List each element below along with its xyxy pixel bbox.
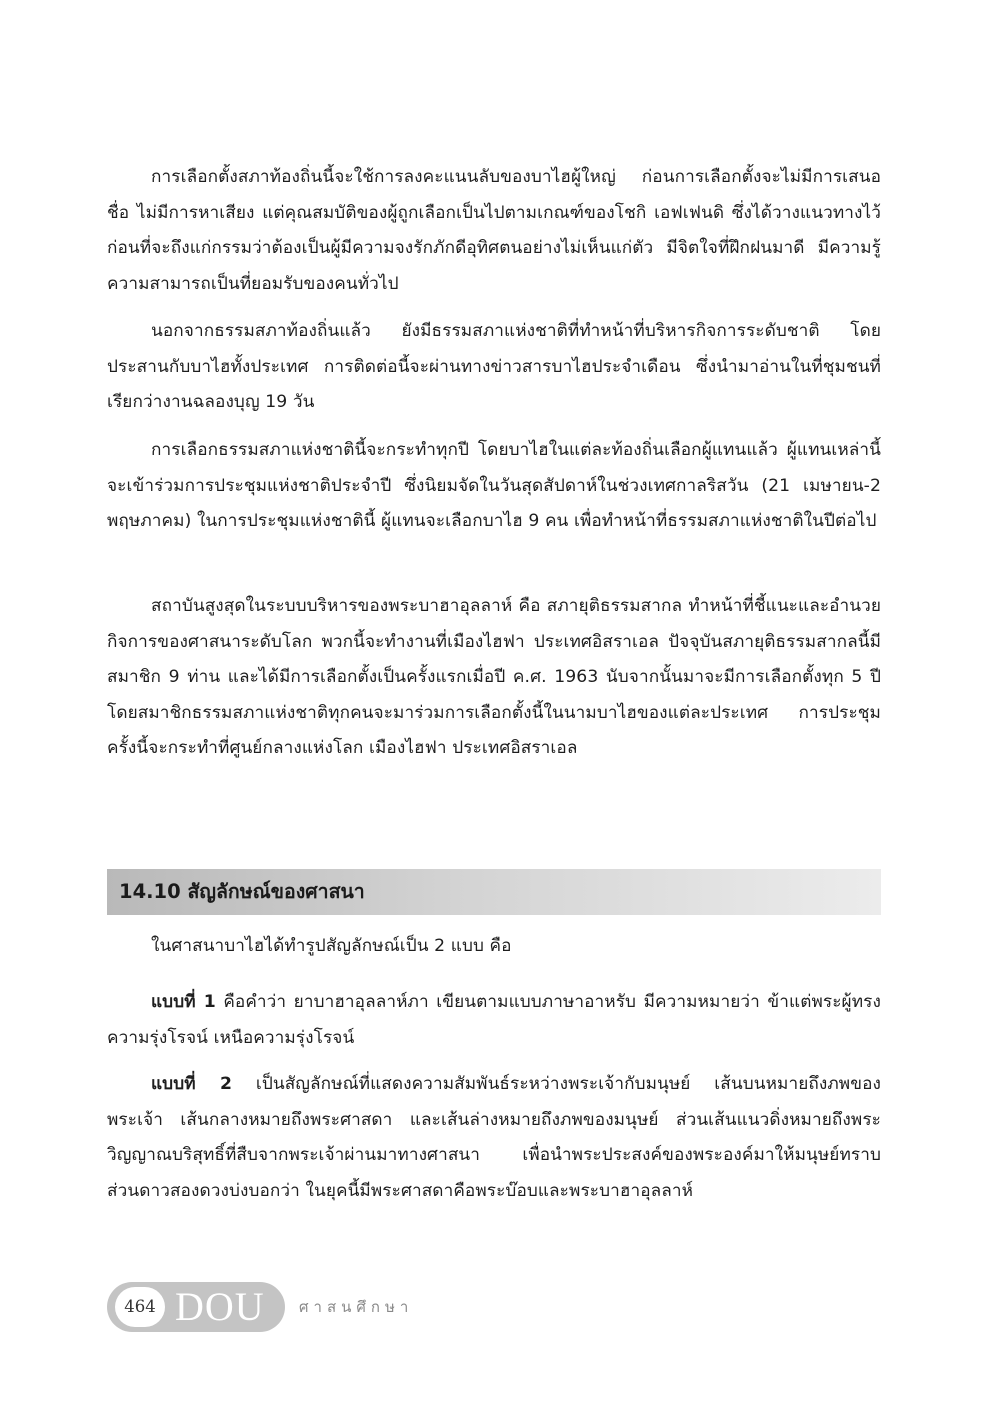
symbol-type-1-label: แบบที่ 1	[151, 992, 216, 1012]
page-number: 464	[115, 1287, 165, 1327]
paragraph-national-assembly: นอกจากธรรมสภาท้องถิ่นแล้ว ยังมีธรรมสภาแห่งชาติที่ทำหน้าที่บริหารกิจการระดับชาติ โดยประสานกับบาไฮทั้งประเทศ การติดต่อนี้จะผ่านทางข่าวสารบาไฮประจำเดือน ซึ่งนำมาอ่านในที่ชุมชนที่เรียกว่างานฉลองบุญ 19 วัน	[107, 321, 881, 413]
paragraph-symbols-intro: ในศาสนาบาไฮได้ทำรูปสัญลักษณ์เป็น 2 แบบ คือ	[151, 936, 512, 956]
section-heading-bar	[107, 869, 881, 915]
symbol-type-2-text: เป็นสัญลักษณ์ที่แสดงความสัมพันธ์ระหว่างพระเจ้ากับมนุษย์ เส้นบนหมายถึงภพของพระเจ้า เส้นกลางหมายถึงพระศาสดา และเส้นล่างหมายถึงภพของมนุษย์ ส่วนเส้นแนวดิ่งหมายถึงพระวิญญาณบริสุทธิ์ที่สืบจากพระเจ้าผ่านมาทางศาสนา เพื่อนำพระประสงค์ของพระองค์มาให้มนุษย์ทราบ ส่วนดาวสองดวงบ่งบอกว่า ในยุคนี้มีพระศาสดาคือพระบ๊อบและพระบาฮาอุลลาห์	[107, 1074, 881, 1201]
paragraph-symbol-type-2	[107, 1067, 881, 1209]
section-title: 14.10 สัญลักษณ์ของศาสนา	[119, 880, 365, 903]
course-title: ศาสนศึกษา	[299, 1298, 414, 1316]
paragraph-local-election: การเลือกตั้งสภาท้องถิ่นนี้จะใช้การลงคะแนนลับของบาไฮผู้ใหญ่ ก่อนการเลือกตั้งจะไม่มีการเสนอชื่อ ไม่มีการหาเสียง แต่คุณสมบัติของผู้ถูกเลือกเป็นไปตามเกณฑ์ของโชกิ เอฟเฟนดิ ซึ่งได้วางแนวทางไว้ก่อนที่จะถึงแก่กรรมว่าต้องเป็นผู้มีความจงรักภักดีอุทิศตนอย่างไม่เห็นแก่ตัว มีจิตใจที่ฝึกฝนมาดี มีความรู้ความสามารถเป็นที่ยอมรับของคนทั่วไป	[107, 167, 881, 294]
dou-logo: DOU	[175, 1284, 265, 1329]
paragraph-universal-house: สถาบันสูงสุดในระบบบริหารของพระบาฮาอุลลาห์ คือ สภายุติธรรมสากล ทำหน้าที่ชี้แนะและอำนวยกิจการของศาสนาระดับโลก พวกนี้จะทำงานที่เมืองไฮฟา ประเทศอิสราเอล ปัจจุบันสภายุติธรรมสากลนี้มีสมาชิก 9 ท่าน และได้มีการเลือกตั้งเป็นครั้งแรกเมื่อปี ค.ศ. 1963 นับจากนั้นมาจะมีการเลือกตั้งทุก 5 ปี โดยสมาชิกธรรมสภาแห่งชาติทุกคนจะมาร่วมการเลือกตั้งนี้ในนามบาไฮของแต่ละประเทศ การประชุมครั้งนี้จะกระทำที่ศูนย์กลางแห่งโลก เมืองไฮฟา ประเทศอิสราเอล	[107, 596, 881, 759]
paragraph-symbol-type-1	[107, 985, 881, 1056]
symbol-type-1-text: คือคำว่า ยาบาฮาอุลลาห์ภา เขียนตามแบบภาษาอาหรับ มีความหมายว่า ข้าแต่พระผู้ทรงความรุ่งโรจน์ เหนือความรุ่งโรจน์	[107, 992, 881, 1048]
page-footer	[107, 1282, 607, 1332]
footer-badge	[107, 1282, 285, 1332]
symbol-type-2-label: แบบที่ 2	[151, 1074, 233, 1094]
paragraph-national-election: การเลือกธรรมสภาแห่งชาตินี้จะกระทำทุกปี โดยบาไฮในแต่ละท้องถิ่นเลือกผู้แทนแล้ว ผู้แทนเหล่านี้จะเข้าร่วมการประชุมแห่งชาติประจำปี ซึ่งนิยมจัดในวันสุดสัปดาห์ในช่วงเทศกาลริสวัน (21 เมษายน-2 พฤษภาคม) ในการประชุมแห่งชาตินี้ ผู้แทนจะเลือกบาไฮ 9 คน เพื่อทำหน้าที่ธรรมสภาแห่งชาติในปีต่อไป	[107, 440, 881, 532]
